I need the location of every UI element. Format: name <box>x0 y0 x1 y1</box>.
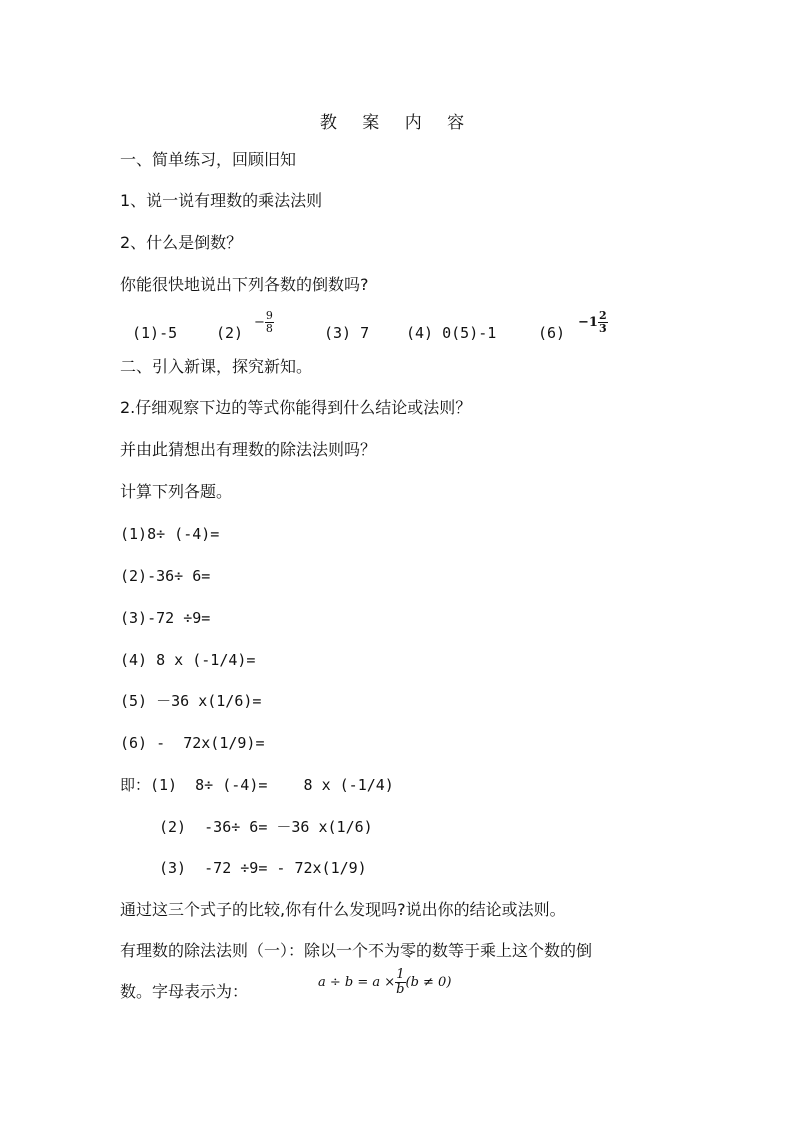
exercise-1: (1)8÷ (-4)= <box>120 525 220 543</box>
question-4: 2.仔细观察下边的等式你能得到什么结论或法则？ <box>120 398 472 417</box>
reciprocal-item-6-mixed-number: −1 $\frac{2}{3}$ <box>578 309 607 335</box>
comparison-3: (3) -72 ÷9= - 72x(1/9) <box>159 859 367 877</box>
question-5: 并由此猜想出有理数的除法法则吗？ <box>120 440 377 459</box>
reciprocal-item-3: (3) 7 <box>324 324 370 342</box>
exercise-6: (6) - 72x(1/9)= <box>120 734 265 752</box>
reciprocal-item-2-fraction: − $\frac{9}{8}$ <box>254 309 273 335</box>
section-1-heading: 一、简单练习，回顾旧知 <box>120 150 297 169</box>
section-2-heading: 二、引入新课，探究新知。 <box>120 357 313 376</box>
reciprocal-item-1: (1)-5 <box>132 324 178 342</box>
question-3: 你能很快地说出下列各数的倒数吗? <box>120 275 369 294</box>
question-6: 计算下列各题。 <box>120 482 233 501</box>
page-title: 教 案 内 容 <box>319 113 475 133</box>
exercise-2: (2)-36÷ 6= <box>120 567 211 585</box>
exercise-4: (4) 8 x (-1/4)= <box>120 651 256 669</box>
reciprocal-item-6-label: (6) <box>538 324 566 342</box>
comparison-1: 即：(1) 8÷ (-4)= 8 x (-1/4) <box>120 776 394 794</box>
conclusion-question: 通过这三个式子的比较,你有什么发现吗?说出你的结论或法则。 <box>120 900 566 919</box>
exercise-5: (5) －36 x(1/6)= <box>120 692 262 710</box>
division-formula: a ÷ b = a × $\frac{1}{b}$ (b ≠ 0) <box>318 967 452 997</box>
exercise-3: (3)-72 ÷9= <box>120 609 211 627</box>
division-rule-line-1: 有理数的除法法则（一）：除以一个不为零的数等于乘上这个数的倒 <box>120 941 593 960</box>
question-2: 2、什么是倒数？ <box>120 233 243 252</box>
reciprocal-item-4-5: (4) 0(5)-1 <box>406 324 497 342</box>
reciprocal-items-row <box>128 308 688 348</box>
reciprocal-item-2-label: (2) <box>216 324 244 342</box>
division-rule-line-2: 数。字母表示为： <box>120 982 249 1001</box>
question-1: 1、说一说有理数的乘法法则 <box>120 191 323 210</box>
comparison-2: (2) -36÷ 6= －36 x(1/6) <box>159 818 373 836</box>
